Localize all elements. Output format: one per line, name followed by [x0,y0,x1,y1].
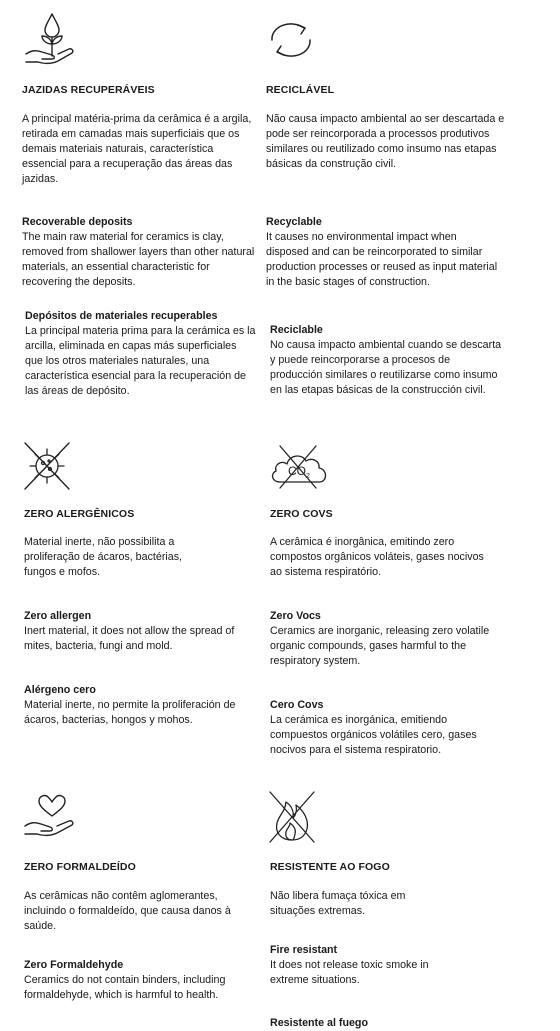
no-allergen-icon [22,440,72,492]
description-es: La principal materia prima para la cerámica es la arcilla, eliminada en capas más superficiales que los otros materiales naturales, una característica esencial para la recuperación de las áreas de depósito. [25,325,256,397]
subtitle-en: Fire resistant [270,944,338,956]
section-heading: ZERO ALERGÊNICOS [24,508,135,520]
subtitle-en: Zero Formaldehyde [24,959,124,971]
section-text-es [24,683,244,728]
description-pt: Não causa impacto ambiental ao ser descartada e pode ser reincorporada a processos produtivos similares ou reutilizado como insumo nas etapas básicas da construção civil. [266,113,505,170]
subtitle-en: Recoverable deposits [22,216,133,228]
section-heading: RECICLÁVEL [266,84,335,96]
no-co2-cloud-icon [266,440,336,490]
recycle-arrows-icon [264,20,318,60]
description-pt: Não libera fumaça tóxica em situações extremas. [270,890,406,917]
co2-label: CO [288,464,306,478]
section-text-pt [270,535,490,580]
section-text-es [270,323,505,398]
subtitle-es: Cero Covs [270,699,324,711]
description-en: Ceramics do not contain binders, including formaldehyde, which is harmful to health. [24,974,226,1001]
section-text-pt [266,112,506,172]
section-heading: ZERO FORMALDEÍDO [24,861,136,873]
section-text-en [270,609,500,669]
co2-subscript: 2 [306,473,310,480]
section-heading: RESISTENTE AO FOGO [270,861,390,873]
section-heading: JAZIDAS RECUPERÁVEIS [22,84,155,96]
subtitle-es: Alérgeno cero [24,684,96,696]
hand-heart-icon [22,790,80,840]
subtitle-es: Depósitos de materiales recuperables [25,310,218,322]
section-text-en [24,609,244,654]
hand-plant-water-drop-icon [22,10,78,66]
subtitle-en: Zero Vocs [270,610,321,622]
section-text-en [22,215,257,290]
description-en: It does not release toxic smoke in extreme situations. [270,959,429,986]
description-pt: Material inerte, não possibilita a proliferação de ácaros, bactérias, fungos e mofos. [24,536,183,578]
description-es: La cerámica es inorgánica, emitiendo compuestos orgánicos volátiles cero, gases nocivos para el sistema respiratorio. [270,714,477,756]
section-heading: ZERO COVS [270,508,333,520]
subtitle-es: Resistente al fuego [270,1017,368,1029]
description-en: Ceramics are inorganic, releasing zero volatile organic compounds, gases harmful to the respiratory system. [270,625,490,667]
description-en: It causes no environmental impact when disposed and can be reincorporated to similar production processes or reused as input material in the basic stages of construction. [266,231,498,288]
description-en: Inert material, it does not allow the spread of mites, bacteria, fungi and mold. [24,625,235,652]
description-en: The main raw material for ceramics is clay, removed from shallower layers than other natural materials, an essential characteristic for recovering the deposits. [22,231,255,288]
section-text-pt [270,889,440,919]
section-text-en [266,215,501,290]
description-es: Material inerte, no permite la proliferación de ácaros, bacterias, hongos y mohos. [24,699,236,726]
section-text-pt [24,535,259,580]
section-text-en [270,943,450,988]
description-es: No causa impacto ambiental cuando se descarta y puede reincorporarse a procesos de producción similares o reutilizarse como insumo en las etapas básicas de la construcción civil. [270,339,502,396]
section-text-pt [22,112,257,187]
section-text-en [24,958,249,1003]
section-text-pt [24,889,244,934]
description-pt: A principal matéria-prima da cerâmica é a argila, retirada em camadas mais superficiais que os demais materiais naturais, característica essencial para a recuperação das áreas das jazidas. [22,113,252,185]
section-text-es [270,698,505,758]
subtitle-en: Recyclable [266,216,322,228]
subtitle-en: Zero allergen [24,610,92,622]
section-text-es [25,309,257,399]
no-fire-icon [266,788,318,846]
description-pt: A cerâmica é inorgânica, emitindo zero compostos orgânicos voláteis, gases nocivos ao sistema respiratório. [270,536,484,578]
subtitle-es: Reciclable [270,324,323,336]
description-pt: As cerâmicas não contêm aglomerantes, incluindo o formaldeído, que causa danos à saúde. [24,890,231,932]
